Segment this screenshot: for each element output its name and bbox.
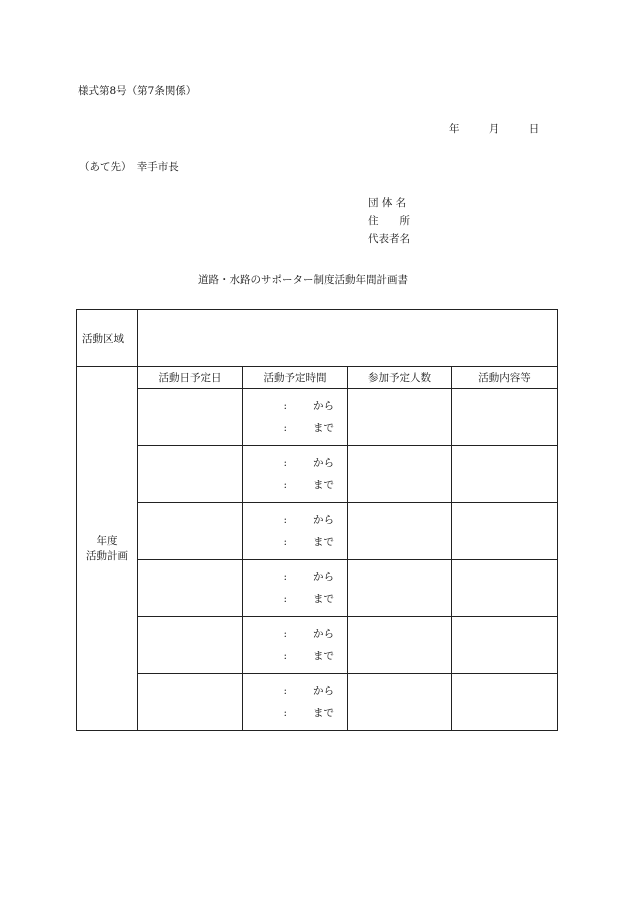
participants-cell[interactable] xyxy=(348,674,452,731)
activity-time-cell[interactable] xyxy=(243,446,348,503)
activity-date-cell[interactable] xyxy=(138,446,243,503)
activity-time-cell[interactable] xyxy=(243,503,348,560)
area-label: 活動区域 xyxy=(77,310,138,367)
time-from-line: : から xyxy=(283,514,334,526)
area-input-cell[interactable] xyxy=(138,310,558,367)
area-row xyxy=(77,310,558,367)
activity-time-cell[interactable] xyxy=(243,617,348,674)
time-from-line: : から xyxy=(283,457,334,469)
activity-date-cell[interactable] xyxy=(138,389,243,446)
document-title: 道路・水路のサポーター制度活動年間計画書 xyxy=(198,274,408,286)
table-row xyxy=(77,560,558,617)
form-number: 様式第8号（第7条関係） xyxy=(78,85,197,97)
participants-cell[interactable] xyxy=(348,503,452,560)
time-until-line: : まで xyxy=(283,593,334,605)
time-until-line: : まで xyxy=(283,650,334,662)
header-participants: 参加予定人数 xyxy=(348,367,452,389)
time-from-line: : から xyxy=(283,628,334,640)
participants-cell[interactable] xyxy=(348,617,452,674)
time-until-line: : まで xyxy=(283,707,334,719)
table-row xyxy=(77,446,558,503)
group-name-label: 団 体 名 xyxy=(368,197,407,209)
plan-label-year: 年度 xyxy=(96,534,118,547)
header-activity-content: 活動内容等 xyxy=(452,367,558,389)
participants-cell[interactable] xyxy=(348,560,452,617)
activity-date-cell[interactable] xyxy=(138,674,243,731)
address-label: 住 所 xyxy=(368,215,410,227)
plan-label-activity: 活動計画 xyxy=(86,549,128,562)
applicant-block xyxy=(368,198,410,252)
time-from-line: : から xyxy=(283,685,334,697)
time-until-line: : まで xyxy=(283,479,334,491)
header-activity-date: 活動日予定日 xyxy=(138,367,243,389)
activity-time-cell[interactable] xyxy=(243,560,348,617)
participants-cell[interactable] xyxy=(348,389,452,446)
activity-content-cell[interactable] xyxy=(452,446,558,503)
table-row xyxy=(77,617,558,674)
activity-content-cell[interactable] xyxy=(452,617,558,674)
table-row xyxy=(77,674,558,731)
activity-plan-table xyxy=(76,309,558,731)
participants-cell[interactable] xyxy=(348,446,452,503)
date-line xyxy=(449,124,539,135)
representative-label: 代表者名 xyxy=(368,233,410,245)
header-activity-time: 活動予定時間 xyxy=(243,367,348,389)
date-year-label: 年 xyxy=(449,123,460,135)
table-row xyxy=(77,389,558,446)
activity-time-cell[interactable] xyxy=(243,674,348,731)
activity-content-cell[interactable] xyxy=(452,674,558,731)
date-day-label: 日 xyxy=(528,123,540,135)
activity-date-cell[interactable] xyxy=(138,503,243,560)
activity-content-cell[interactable] xyxy=(452,560,558,617)
date-month-label: 月 xyxy=(488,123,500,135)
time-from-line: : から xyxy=(283,400,334,412)
table-header-row xyxy=(77,367,558,389)
activity-content-cell[interactable] xyxy=(452,389,558,446)
activity-time-cell[interactable] xyxy=(243,389,348,446)
time-until-line: : まで xyxy=(283,422,334,434)
addressee: （あて先） 幸手市長 xyxy=(79,161,179,173)
table-row xyxy=(77,503,558,560)
time-until-line: : まで xyxy=(283,536,334,548)
activity-date-cell[interactable] xyxy=(138,617,243,674)
time-from-line: : から xyxy=(283,571,334,583)
annual-plan-label xyxy=(77,367,138,731)
activity-content-cell[interactable] xyxy=(452,503,558,560)
activity-date-cell[interactable] xyxy=(138,560,243,617)
